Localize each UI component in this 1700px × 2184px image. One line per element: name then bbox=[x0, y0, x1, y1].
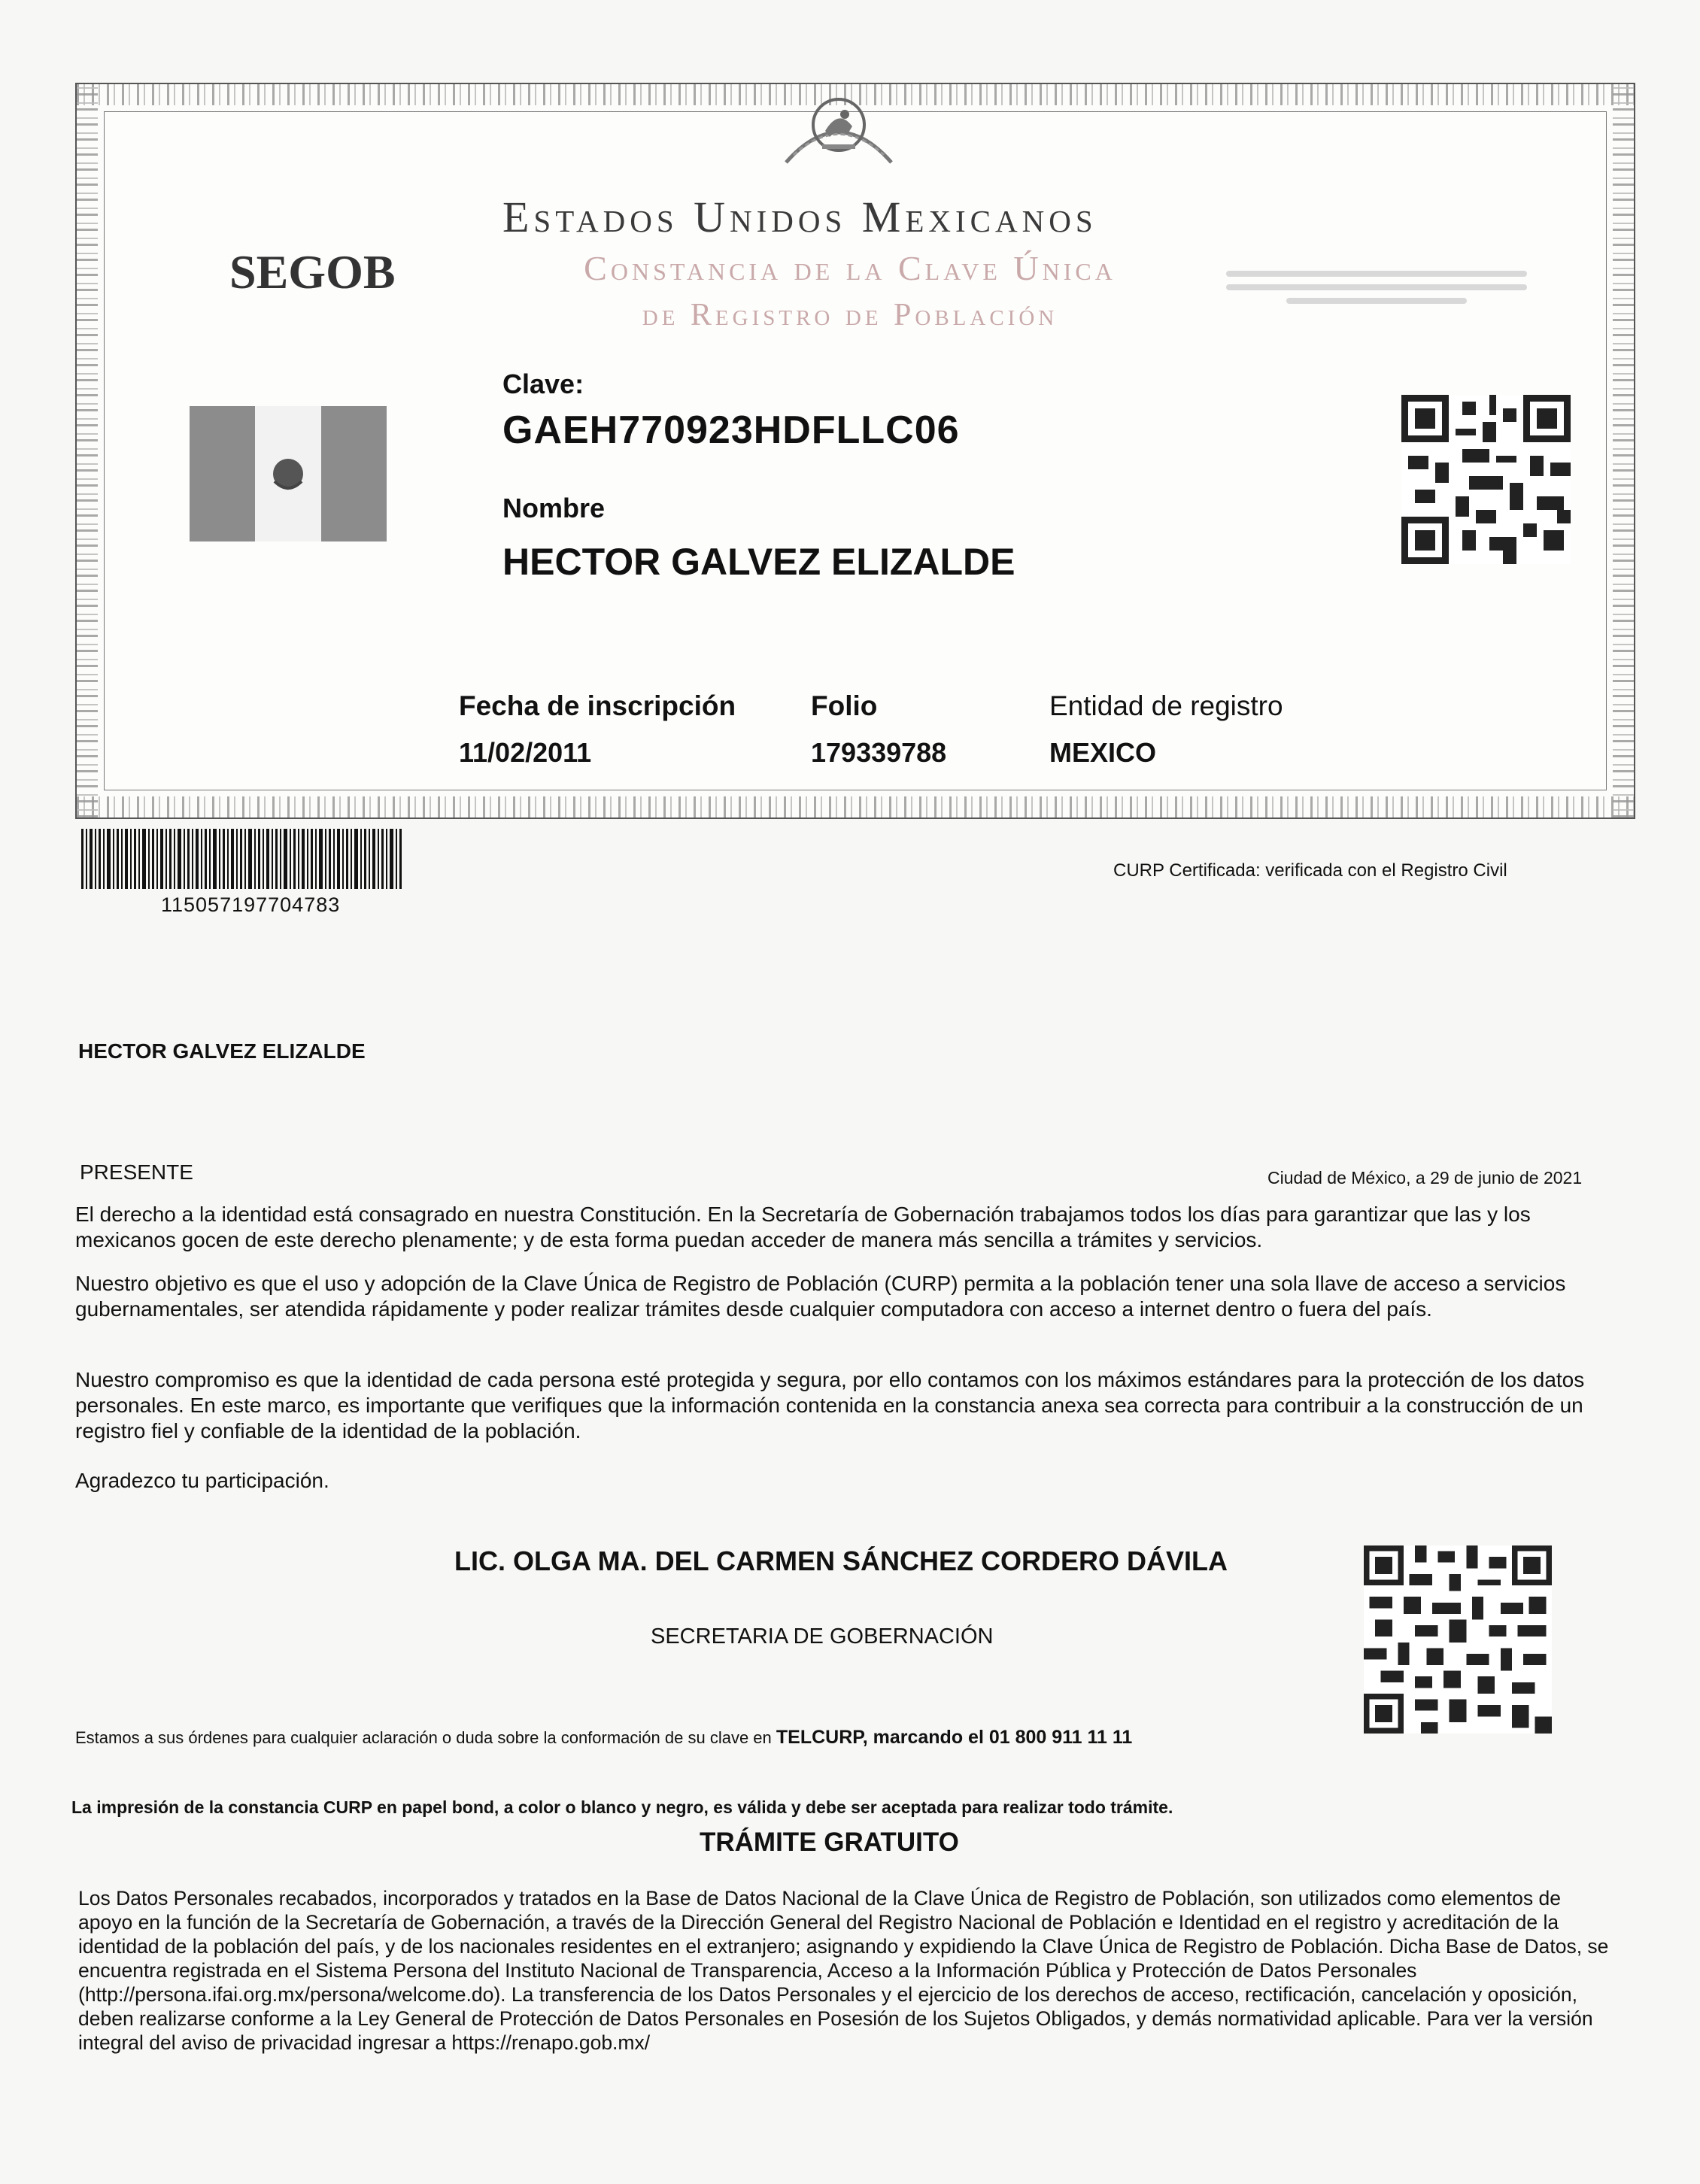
title-constancia-line2: de Registro de Población bbox=[642, 298, 1058, 332]
tramite-gratuito: TRÁMITE GRATUITO bbox=[700, 1828, 959, 1857]
presente-label: PRESENTE bbox=[80, 1160, 193, 1184]
clave-value: GAEH770923HDFLLC06 bbox=[502, 408, 960, 452]
nombre-value: HECTOR GALVEZ ELIZALDE bbox=[502, 541, 1015, 583]
privacy-notice: Los Datos Personales recabados, incorporados y tratados en la Base de Datos Nacional de la Clave Única de Registro de Población, son utilizados como elementos de apoyo en la función de la Secretaría de Gobernación, a través de la Dirección General del Registro Nacional de Población e Identidad en el registro y acreditación de la identidad de la población del país, y de los nacionales residentes en el extranjero; asignando y expidiendo la Clave Única de Registro de Población. Dicha Base de Datos, se encuentra registrada en el Sistema Persona del Instituto Nacional de Transparencia, Acceso a la Información Pública y Protección de Datos Personales (http://persona.ifai.org.mx/persona/welcome.do). La transferencia de los Datos Personales y el ejercicio de los derechos de acceso, rectificación, cancelación y oposición, deben realizarse conforme a la Ley General de Protección de Datos Personales en Posesión de los Sujetos Obligados, y demás normatividad aplicable. Para ver la versión integral del aviso de privacidad ingresar a https://renapo.gob.mx/ bbox=[78, 1887, 1609, 2054]
signer-title: SECRETARIA DE GOBERNACIÓN bbox=[651, 1624, 994, 1649]
signer-name: LIC. OLGA MA. DEL CARMEN SÁNCHEZ CORDERO DÁVILA bbox=[454, 1545, 1228, 1576]
telcurp-text: Estamos a sus órdenes para cualquier aclaración o duda sobre la conformación de su clave en bbox=[75, 1728, 772, 1747]
border-band-bottom bbox=[77, 796, 1634, 817]
entidad-registro-label: Entidad de registro bbox=[1049, 690, 1283, 721]
paragraph-3: Nuestro compromiso es que la identidad de cada persona esté protegida y segura, por ello contamos con los máximos estándares para la protección de los datos personales. En este marco, es importante que verifiques que la información contenida en la constancia anexa sea correcta para contribuir a la construcción de un registro fiel y confiable de la identidad de la población. bbox=[75, 1368, 1585, 1442]
faded-seal-text bbox=[1226, 263, 1527, 323]
city-date: Ciudad de México, a 29 de junio de 2021 bbox=[1267, 1168, 1583, 1188]
telcurp-phone: TELCURP, marcando el 01 800 911 11 11 bbox=[776, 1727, 1133, 1748]
paragraph-4: Agradezco tu participación. bbox=[75, 1469, 329, 1492]
recipient-name: HECTOR GALVEZ ELIZALDE bbox=[78, 1039, 366, 1063]
clave-label: Clave: bbox=[502, 369, 584, 399]
curp-certificada-note: CURP Certificada: verificada con el Registro Civil bbox=[1113, 860, 1507, 881]
paragraph-1: El derecho a la identidad está consagrado en nuestra Constitución. En la Secretaría de Gobernación trabajamos todos los días para garantizar que las y los mexicanos gocen de este derecho plenamente; y de esta forma puedan acceder de manera más sencilla a trámites y servicios. bbox=[75, 1203, 1531, 1251]
nombre-label: Nombre bbox=[502, 493, 606, 523]
mexico-flag-icon bbox=[190, 406, 387, 541]
folio-value: 179339788 bbox=[811, 737, 947, 768]
border-band-left bbox=[77, 84, 98, 817]
title-constancia-line1: Constancia de la Clave Única bbox=[584, 249, 1116, 287]
segob-logo: SEGOB bbox=[229, 245, 396, 299]
fecha-inscripcion-label: Fecha de inscripción bbox=[459, 690, 736, 721]
folio-label: Folio bbox=[811, 690, 878, 721]
qr-code-icon bbox=[1398, 395, 1574, 564]
title-estados-unidos: Estados Unidos Mexicanos bbox=[502, 193, 1097, 241]
paragraph-2: Nuestro objetivo es que el uso y adopción de la Clave Única de Registro de Población (CURP) permita a la población tener una sola llave de acceso a servicios gubernamentales, ser atendida rápidamente y poder realizar trámites desde cualquier computadora con acceso a internet dentro o fuera del país. bbox=[75, 1272, 1566, 1321]
fecha-inscripcion-value: 11/02/2011 bbox=[459, 737, 592, 768]
impresion-note: La impresión de la constancia CURP en papel bond, a color o blanco y negro, es válida y debe ser aceptada para realizar todo trámite. bbox=[71, 1797, 1173, 1817]
telcurp-note bbox=[75, 1727, 1132, 1749]
qr-code-icon bbox=[1360, 1545, 1556, 1734]
entidad-registro-value: MEXICO bbox=[1049, 737, 1157, 768]
barcode-number: 115057197704783 bbox=[161, 893, 341, 916]
border-band-right bbox=[1613, 84, 1634, 817]
barcode-icon bbox=[81, 829, 405, 889]
coat-of-arms-icon bbox=[779, 72, 899, 177]
